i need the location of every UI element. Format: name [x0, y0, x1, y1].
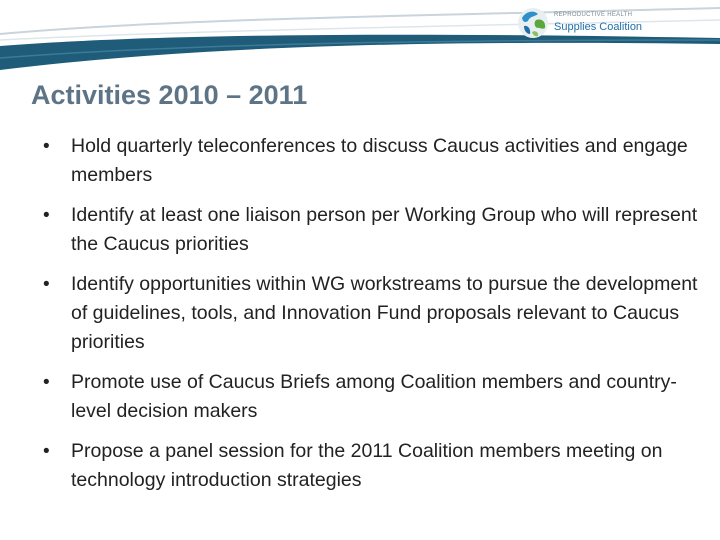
logo-tagline: REPRODUCTIVE HEALTH — [554, 12, 633, 18]
bullet-text: Promote use of Caucus Briefs among Coalition members and country-level decision makers — [71, 371, 677, 422]
slide-title: Activities 2010 – 2011 — [31, 80, 308, 110]
logo-name: Supplies Coalition — [554, 21, 643, 33]
list-item — [40, 201, 700, 259]
bullet-text: Identify opportunities within WG workstreams to pursue the development of guidelines, tools, and Innovation Fund proposals relevant to Caucus priorities — [71, 273, 698, 353]
bullet-text: Propose a panel session for the 2011 Coalition members meeting on technology introduction strategies — [71, 440, 663, 491]
bullet-marker: • — [43, 441, 50, 462]
globe-icon — [516, 6, 550, 40]
list-item — [40, 437, 700, 495]
list-item — [40, 132, 700, 190]
coalition-logo — [516, 6, 646, 40]
list-item — [40, 270, 700, 357]
list-item — [40, 368, 700, 426]
bullet-text: Hold quarterly teleconferences to discuss Caucus activities and engage members — [71, 135, 688, 186]
bullet-marker: • — [43, 274, 50, 295]
bullet-marker: • — [43, 205, 50, 226]
bullet-text: Identify at least one liaison person per Working Group who will represent the Caucus priorities — [71, 204, 698, 255]
bullet-list — [40, 132, 700, 506]
bullet-marker: • — [43, 372, 50, 393]
bullet-marker: • — [43, 136, 50, 157]
